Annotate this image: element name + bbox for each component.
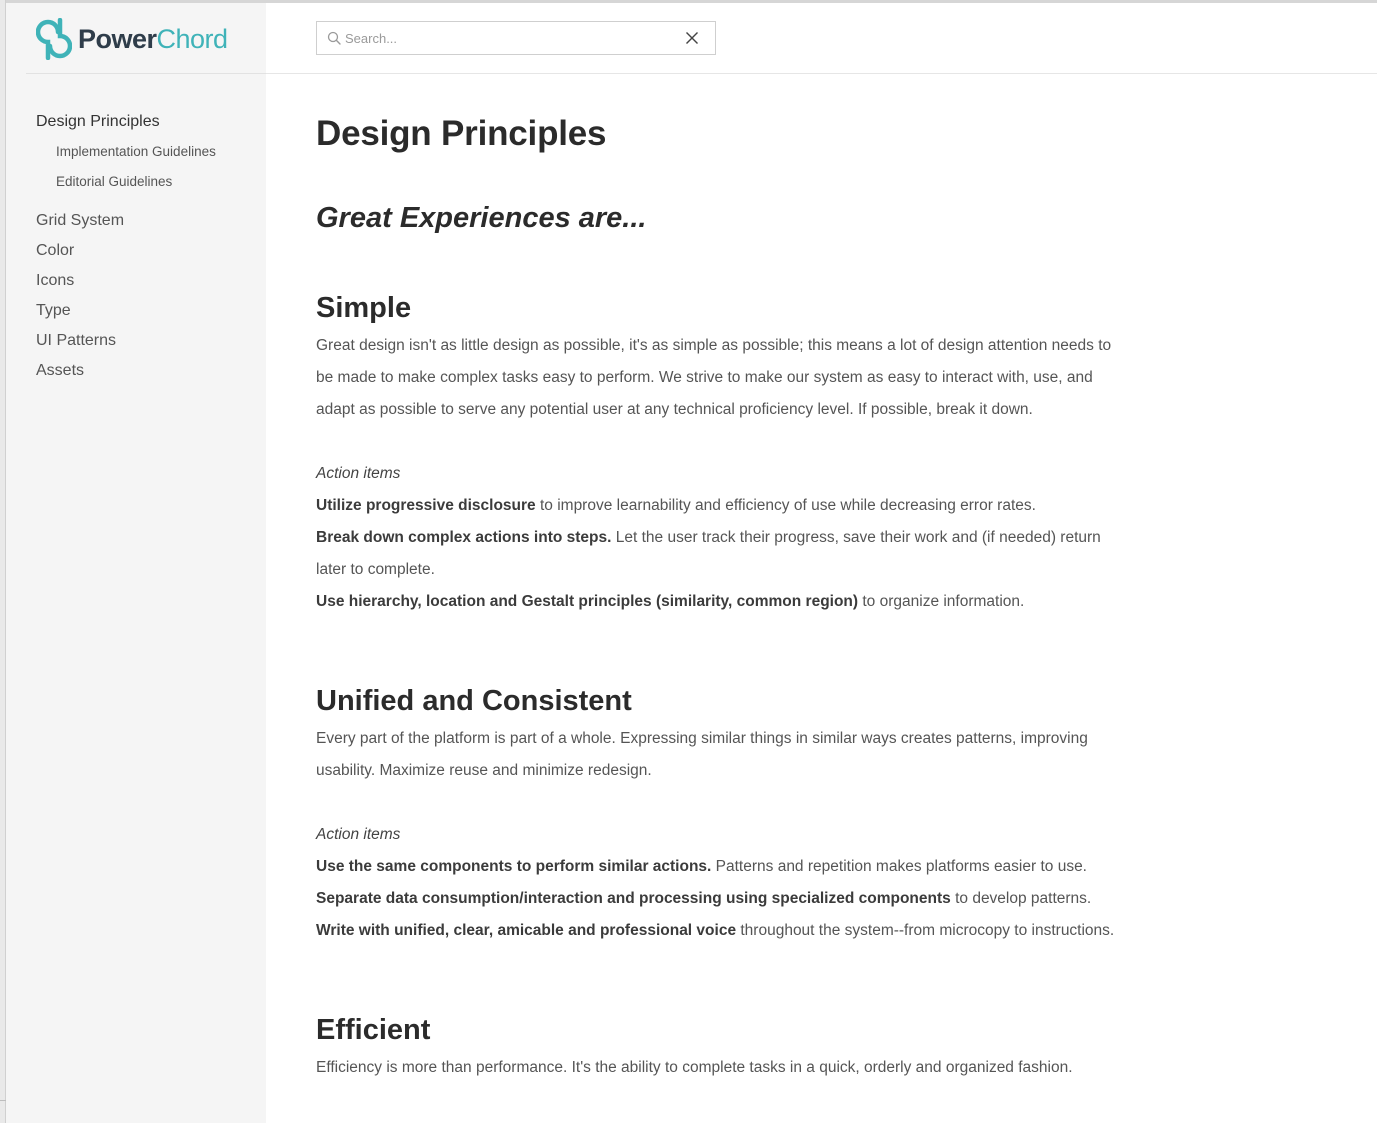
sidebar-item-assets[interactable]: Assets [36,362,85,379]
sidebar-item-grid-system[interactable]: Grid System [36,212,125,229]
search-box[interactable] [316,21,716,55]
section-efficient [316,1010,1116,1084]
top-bar [266,3,1377,74]
section-simple [316,288,1116,618]
close-icon[interactable] [685,31,699,45]
section-title: Simple [316,292,412,324]
action-items-label: Action items [316,826,401,843]
action-item-bold: Utilize progressive disclosure [316,497,536,514]
action-item-bold: Separate data consumption/interaction and processing using specialized components [316,890,951,907]
sidebar-divider [26,73,266,74]
sidebar-item-icons[interactable]: Icons [36,272,75,289]
logo-wordmark [78,23,228,54]
section-body: Efficiency is more than performance. It's the ability to complete tasks in a quick, orderly and organized fashion. [316,1059,1073,1076]
action-item-bold: Write with unified, clear, amicable and professional voice [316,922,737,939]
sidebar-item-ui-patterns[interactable]: UI Patterns [36,332,117,349]
action-item-text: to improve learnability and efficiency of use while decreasing error rates. [535,497,1036,514]
main-content [316,108,1116,1084]
action-item [316,915,1116,947]
action-item-text: throughout the system--from microcopy to instructions. [736,922,1115,939]
search-input[interactable] [345,23,685,53]
powerchord-logo-icon [36,18,72,60]
sidebar-item-type[interactable]: Type [36,302,71,319]
sidebar-item-design-principles[interactable]: Design Principles [36,113,160,130]
powerchord-logo[interactable] [36,19,228,59]
sidebar-subitem-implementation-guidelines[interactable]: Implementation Guidelines [56,144,216,159]
section-title: Unified and Consistent [316,685,632,717]
action-item [316,586,1116,618]
action-item-bold: Use hierarchy, location and Gestalt principles (similarity, common region) [316,593,859,610]
action-item-text: to develop patterns. [950,890,1092,907]
sidebar [6,3,266,1123]
action-item [316,883,1116,915]
logo-chord: Chord [156,23,228,54]
sidebar-item-color[interactable]: Color [36,242,75,259]
sidebar-subitem-editorial-guidelines[interactable]: Editorial Guidelines [56,174,173,189]
action-item-bold: Use the same components to perform similar actions. [316,858,712,875]
search-icon [327,31,341,45]
action-item-text: to organize information. [858,593,1025,610]
page-title: Design Principles [316,114,607,153]
action-item [316,522,1116,586]
section-body: Every part of the platform is part of a whole. Expressing similar things in similar ways creates patterns, improving usability. Maximize reuse and minimize redesign. [316,730,1088,779]
sidebar-nav [36,107,261,386]
nav-gap [36,197,261,206]
action-item-bold: Break down complex actions into steps. [316,529,612,546]
section-unified-and-consistent [316,681,1116,947]
action-item-text: Patterns and repetition makes platforms easier to use. [711,858,1087,875]
action-items-label: Action items [316,465,401,482]
page-subtitle: Great Experiences are... [316,202,647,234]
section-body: Great design isn't as little design as possible, it's as simple as possible; this means a lot of design attention needs to be made to make complex tasks easy to perform. We strive to make our system as easy to interact with, use, and adapt as possible to serve any potential user at any technical proficiency level. If possible, break it down. [316,337,1112,418]
action-item [316,851,1116,883]
action-item [316,490,1116,522]
section-title: Efficient [316,1014,431,1046]
action-item-text: Let the user track their progress, save their work and (if needed) return later to complete. [316,529,1101,578]
logo-power: Power [78,23,157,54]
